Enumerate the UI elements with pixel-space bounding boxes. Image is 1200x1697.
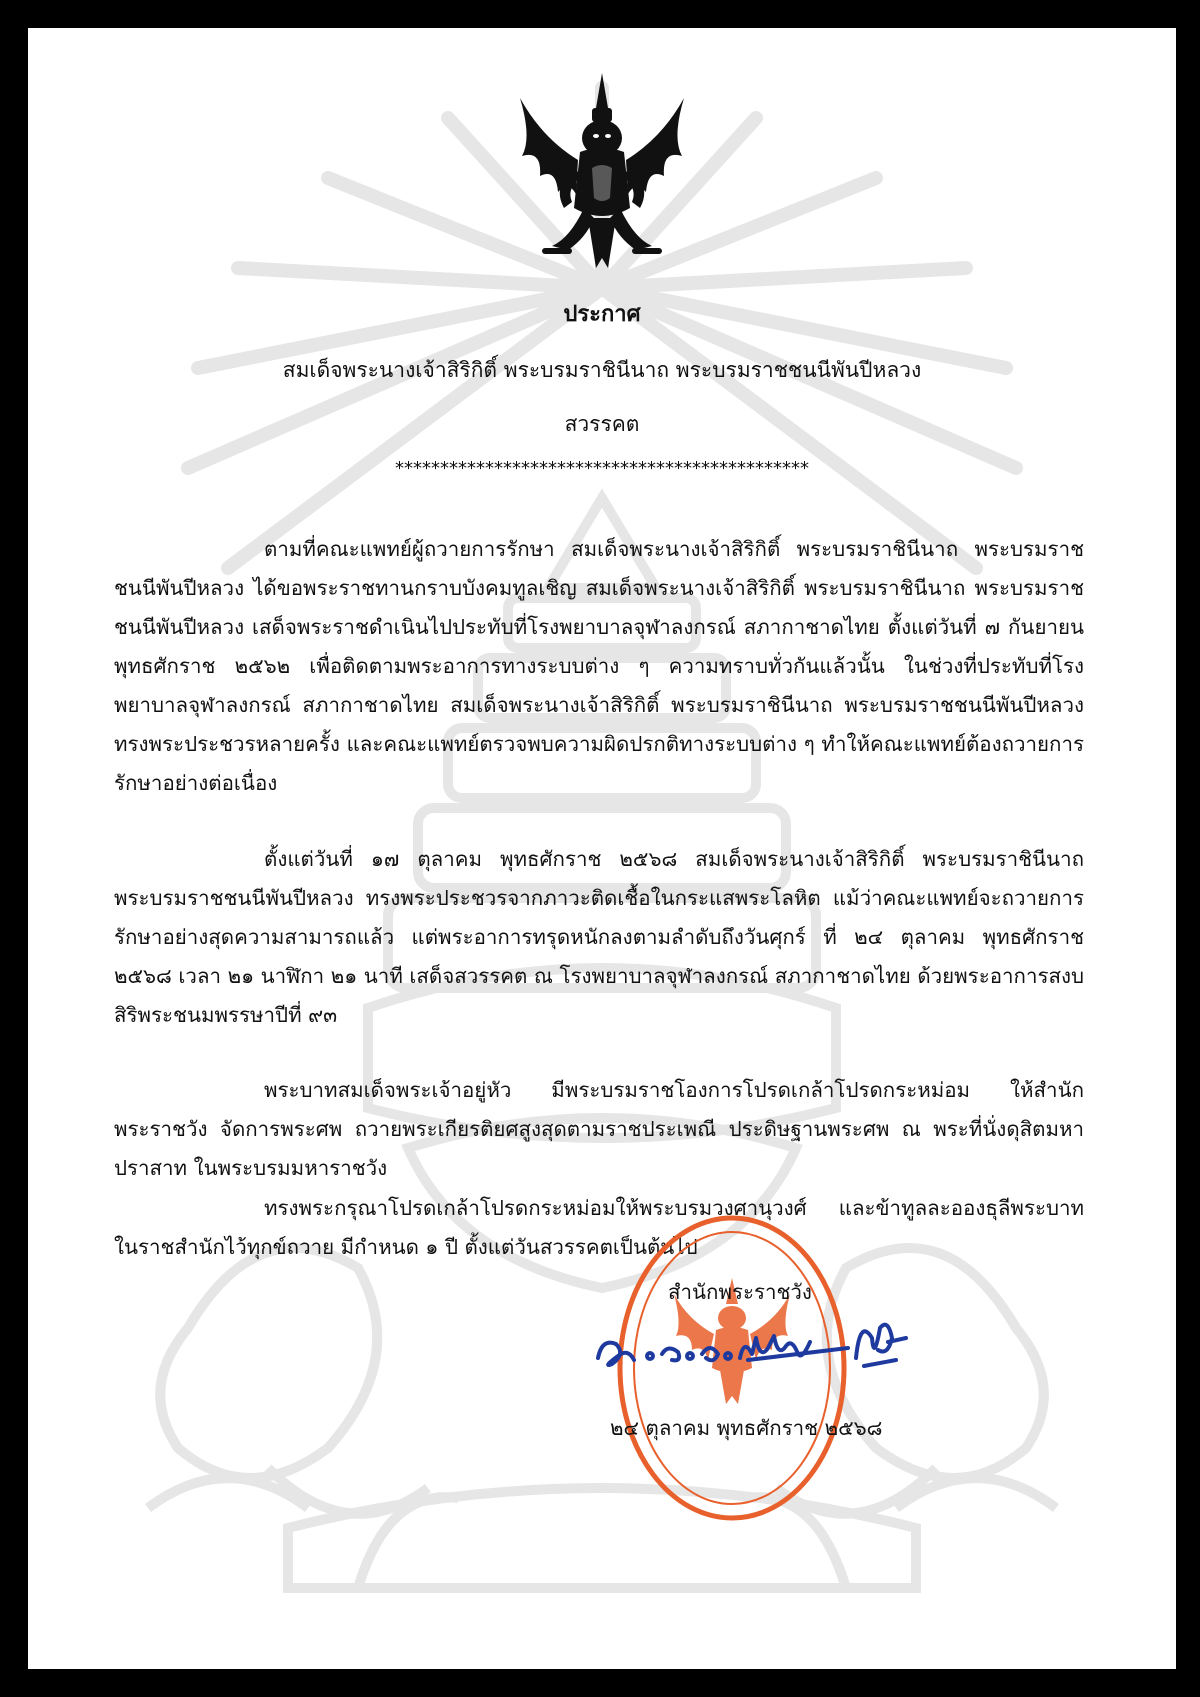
paragraph-4 <box>114 1189 1084 1267</box>
separator: ********************************************** <box>395 458 809 479</box>
paragraph-2-text: ตั้งแต่วันที่ ๑๗ ตุลาคม พุทธศักราช ๒๕๖๘ สมเด็จพระนางเจ้าสิริกิติ์ พระบรมราชินีนาถ พระบรมราชชนนีพันปีหลวง ทรงพระประชวรจากภาวะติดเชื้อในกระแสพระโลหิต แม้ว่าคณะแพทย์จะถวายการรักษาอย่างสุดความสามารถแล้ว แต่พระอาการทรุดหนักลงตามลำดับถึงวันศุกร์ ที่ ๒๔ ตุลาคม พุทธศักราช ๒๕๖๘ เวลา ๒๑ นาฬิกา ๒๑ นาที เสด็จสวรรคต ณ โรงพยาบาลจุฬาลงกรณ์ สภากาชาดไทย ด้วยพระอาการสงบ สิริพระชนมพรรษาปีที่ ๙๓ <box>114 847 1084 1027</box>
announcement-date: ๒๔ ตุลาคม พุทธศักราช ๒๕๖๘ <box>610 1416 883 1440</box>
announcement-title: ประกาศ <box>563 302 641 327</box>
announcement-subject-line2: สวรรคต <box>564 412 640 436</box>
paragraph-1 <box>114 530 1084 803</box>
announcement-page <box>28 28 1176 1669</box>
issuer-office: สำนักพระราชวัง <box>668 1280 812 1304</box>
paragraph-3 <box>114 1071 1084 1188</box>
signature-icon <box>588 1298 918 1398</box>
paragraph-1-text: ตามที่คณะแพทย์ผู้ถวายการรักษา สมเด็จพระนางเจ้าสิริกิติ์ พระบรมราชินีนาถ พระบรมราชชนนีพันปีหลวง ได้ขอพระราชทานกราบบังคมทูลเชิญ สมเด็จพระนางเจ้าสิริกิติ์ พระบรมราชินีนาถ พระบรมราชชนนีพันปีหลวง เสด็จพระราชดำเนินไปประทับที่โรงพยาบาลจุฬาลงกรณ์ สภากาชาดไทย ตั้งแต่วันที่ ๗ กันยายน พุทธศักราช ๒๕๖๒ เพื่อติดตามพระอาการทางระบบต่าง ๆ ความทราบทั่วกันแล้วนั้น ในช่วงที่ประทับที่โรงพยาบาลจุฬาลงกรณ์ สภากาชาดไทย สมเด็จพระนางเจ้าสิริกิติ์ พระบรมราชินีนาถ พระบรมราชชนนีพันปีหลวง ทรงพระประชวรหลายครั้ง และคณะแพทย์ตรวจพบความผิดปรกติทางระบบต่าง ๆ ทำให้คณะแพทย์ต้องถวายการรักษาอย่างต่อเนื่อง <box>114 537 1084 795</box>
garuda-emblem-icon <box>512 68 692 278</box>
paragraph-2 <box>114 840 1084 1035</box>
announcement-subject: สมเด็จพระนางเจ้าสิริกิติ์ พระบรมราชินีนาถ พระบรมราชชนนีพันปีหลวง <box>282 358 922 382</box>
paragraph-4-text: ทรงพระกรุณาโปรดเกล้าโปรดกระหม่อมให้พระบรมวงศานุวงศ์ และข้าทูลละอองธุลีพระบาท ในราชสำนักไว้ทุกข์ถวาย มีกำหนด ๑ ปี ตั้งแต่วันสวรรคตเป็นต้นไป <box>114 1196 1084 1259</box>
paragraph-3-text: พระบาทสมเด็จพระเจ้าอยู่หัว มีพระบรมราชโองการโปรดเกล้าโปรดกระหม่อม ให้สำนักพระราชวัง จัดการพระศพ ถวายพระเกียรติยศสูงสุดตามราชประเพณี ประดิษฐานพระศพ ณ พระที่นั่งดุสิตมหาปราสาท ในพระบรมมหาราชวัง <box>114 1078 1084 1180</box>
